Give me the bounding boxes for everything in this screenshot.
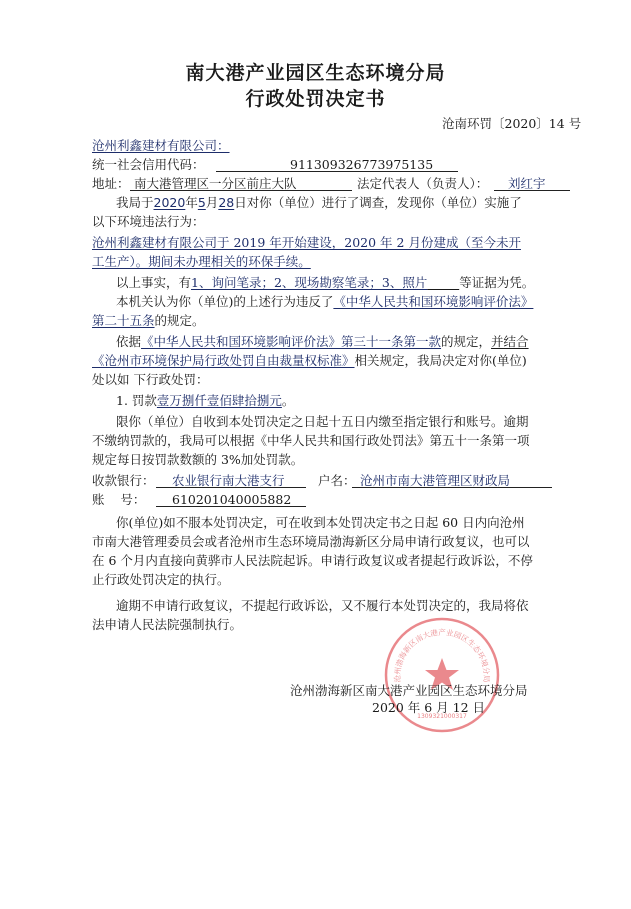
p4-text-a: 依据 xyxy=(116,334,142,349)
bank-name: 农业银行南大港支行 xyxy=(172,473,285,488)
account-number: 610201040005882 xyxy=(172,492,292,507)
account-holder-label: 户名： xyxy=(318,473,356,488)
legal-rep-value: 刘红宇 xyxy=(508,176,546,191)
party-name: 沧州利鑫建材有限公司： xyxy=(92,138,230,153)
review-line-3: 在 6 个月内直接向黄骅市人民法院起诉。申请行政复议或者提起行政诉讼，不停 xyxy=(92,553,533,568)
violation-line-2: 工生产）。期间未办理相关的环保手续。 xyxy=(92,254,311,269)
p3-text-a: 本机关认为你（单位)的上述行为违反了 xyxy=(116,294,334,309)
basis-law: 《中华人民共和国环境影响评价法》第三十一条第一款 xyxy=(141,334,442,349)
p4-text-b: 的规定， xyxy=(441,334,492,349)
investigation-year: 2020 xyxy=(153,195,186,210)
legal-basis-line-3: 处以如 下行政处罚： xyxy=(92,372,209,387)
review-line-4: 止行政处罚决定的执行。 xyxy=(92,572,230,587)
p4-text-c: 并结合 xyxy=(491,334,529,349)
discretion-standard: 《沧州市环境保护局行政处罚自由裁量权标准》 xyxy=(92,353,355,368)
seal-number: 1309321000317 xyxy=(417,713,467,720)
review-line-1: 你(单位)如不服本处罚决定，可在收到本处罚决定书之日起 60 日内向沧州 xyxy=(116,515,525,530)
penalty-suffix: 。 xyxy=(281,393,295,408)
evidence-line xyxy=(116,275,534,291)
violation-conclusion-cont xyxy=(92,313,205,329)
p1-year-unit: 年 xyxy=(185,195,198,210)
seal-ring-text: 沧州渤海新区南大港产业园区生态环境分局 xyxy=(392,627,492,683)
issue-date: 2020 年 6 月 12 日 xyxy=(372,700,486,715)
penalty-prefix: 1. 罚款 xyxy=(116,393,157,408)
penalty-line xyxy=(116,393,294,409)
review-line-2: 市南大港管理委员会或者沧州市生态环境局渤海新区分局申请行政复议，也可以 xyxy=(92,534,530,549)
payment-terms-2: 不缴纳罚款的，我局可以根据《中华人民共和国行政处罚法》第五十一条第一项 xyxy=(92,433,530,448)
payment-terms-1: 限你（单位）自收到本处罚决定之日起十五日内缴至指定银行和账号。逾期 xyxy=(116,414,529,429)
violation-line-1: 沧州利鑫建材有限公司于 2019 年开始建设，2020 年 2 月份建成（至今未开 xyxy=(92,235,521,250)
penalty-amount: 壹万捌仟壹佰肆拾捌元 xyxy=(156,393,282,408)
violation-conclusion xyxy=(116,294,533,310)
enforcement-line-1: 逾期不申请行政复议，不提起行政诉讼，又不履行本处罚决定的，我局将依 xyxy=(116,598,529,613)
evidence-text-b: 等证据为凭。 xyxy=(459,275,535,290)
document-title-line2: 行政处罚决定书 xyxy=(245,88,386,110)
legal-rep-label: 法定代表人（负责人）： xyxy=(357,176,489,191)
p3-text-b: 的规定。 xyxy=(154,313,205,328)
investigation-intro-cont: 以下环境违法行为： xyxy=(92,214,205,229)
account-holder: 沧州市南大港管理区财政局 xyxy=(360,473,511,488)
p4-text-d: 相关规定，我局决定对你(单位) xyxy=(354,353,527,368)
official-seal-icon xyxy=(383,616,501,734)
p1-month-unit: 月 xyxy=(205,195,219,210)
address-value: 南大港管理区一分区前庄大队 xyxy=(134,176,297,191)
credit-code-value: 911309326773975135 xyxy=(290,157,434,172)
violated-law: 《中华人民共和国环境影响评价法》 xyxy=(333,294,534,309)
bank-label: 收款银行： xyxy=(92,473,155,488)
address-label: 地址： xyxy=(92,176,130,191)
legal-basis-line-1 xyxy=(116,334,529,350)
evidence-text-a: 以上事实，有 xyxy=(116,275,192,290)
document-title-line1: 南大港产业园区生态环境分局 xyxy=(185,62,446,84)
account-label: 账 号： xyxy=(92,492,146,507)
credit-code-label: 统一社会信用代码： xyxy=(92,157,205,172)
p1-text-b: 日对你（单位）进行了调查，发现你（单位）实施了 xyxy=(234,195,522,210)
issuer-name: 沧州渤海新区南大港产业园区生态环境分局 xyxy=(290,683,528,698)
p1-text-a: 我局于 xyxy=(116,195,154,210)
legal-basis-line-2 xyxy=(92,353,527,369)
document-number: 沧南环罚〔2020〕14 号 xyxy=(442,116,582,131)
payment-terms-3: 规定每日按罚款数额的 3%加处罚款。 xyxy=(92,452,304,467)
enforcement-line-2: 法申请人民法院强制执行。 xyxy=(92,617,243,632)
evidence-items: 1、询问笔录；2、现场勘察笔录；3、照片 xyxy=(191,275,428,290)
investigation-day: 28 xyxy=(218,195,235,210)
violated-article: 第二十五条 xyxy=(92,313,155,328)
investigation-month: 5 xyxy=(197,195,206,210)
investigation-intro xyxy=(116,195,522,211)
